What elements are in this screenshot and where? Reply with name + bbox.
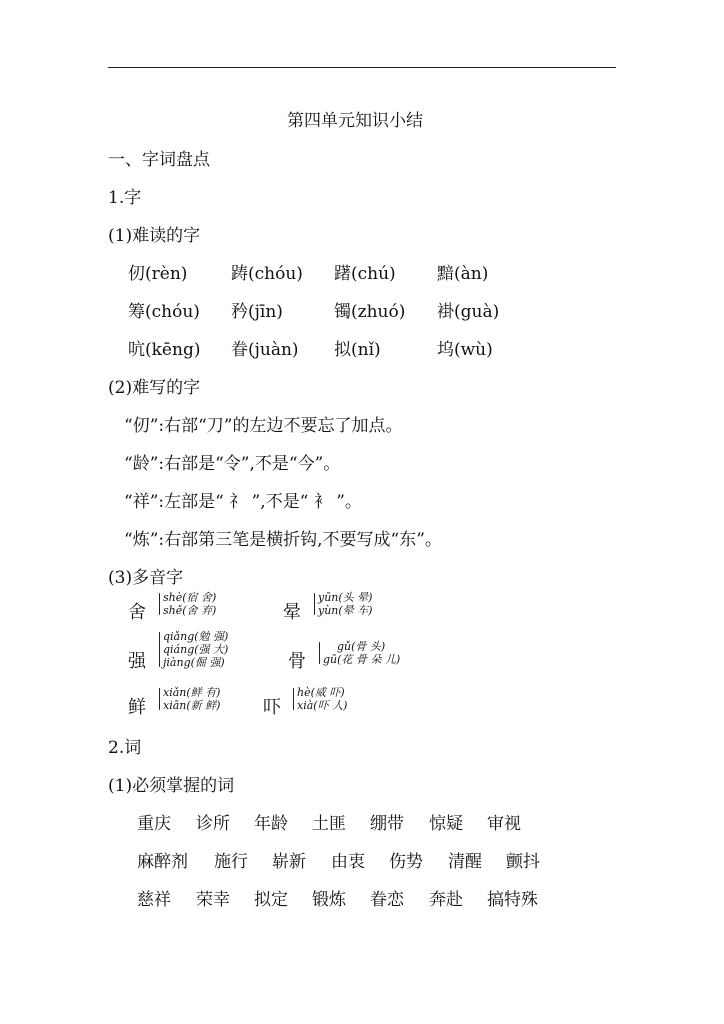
reading: xiān(新 鲜): [163, 699, 221, 712]
reading: gū(花 骨 朵 儿): [323, 653, 401, 666]
char-cell: 躇(chú): [334, 264, 396, 284]
reading: hè(威 吓): [297, 686, 345, 699]
polyphone-char: 强: [128, 651, 146, 672]
word-item: 由衷: [331, 852, 365, 872]
reading: gǔ(骨 头): [337, 640, 386, 653]
reading: jiàng(倔 强): [163, 656, 225, 669]
word-item: 崭新: [272, 852, 306, 872]
polyphone-readings: [163, 591, 216, 617]
subsection-words: 2.词: [108, 738, 142, 758]
char-cell: 褂(guà): [437, 302, 500, 322]
reading: yùn(晕 车): [318, 604, 373, 617]
char-cell: 拟(nǐ): [334, 340, 381, 360]
reading: qiǎng(勉 强): [163, 630, 229, 643]
subsection-characters: 1.字: [108, 188, 142, 208]
char-cell: 筹(chóu): [128, 302, 200, 322]
hard-write-note: “仞”:右部“刀”的左边不要忘了加点。: [124, 416, 403, 436]
polyphone-char: 吓: [263, 697, 281, 718]
word-item: 审视: [487, 814, 521, 834]
word-item: 搞特殊: [487, 890, 538, 910]
hard-write-heading: (2)难写的字: [108, 378, 201, 398]
word-item: 土匪: [312, 814, 346, 834]
reading: qiáng(强 大): [163, 643, 229, 656]
char-cell: 矜(jīn): [231, 302, 283, 322]
polyphone-char: 骨: [288, 651, 306, 672]
word-item: 年龄: [254, 814, 288, 834]
word-item: 眷恋: [370, 890, 404, 910]
word-item: 麻醉剂: [137, 852, 188, 872]
polyphone-readings: [318, 591, 372, 617]
polyphone-readings: [163, 686, 220, 712]
char-cell: 踌(chóu): [231, 264, 303, 284]
must-words-heading: (1)必须掌握的词: [108, 776, 235, 796]
polyphone-heading: (3)多音字: [108, 568, 184, 588]
char-cell: 坞(wù): [437, 340, 493, 360]
word-item: 清醒: [448, 852, 482, 872]
char-cell: 黯(àn): [437, 264, 489, 284]
word-item: 奔赴: [429, 890, 463, 910]
reading: shě(舍 弃): [163, 604, 217, 617]
hard-write-note: “炼”:右部第三笔是横折钩,不要写成“东”。: [124, 530, 442, 550]
word-item: 重庆: [137, 814, 171, 834]
reading: xiǎn(鲜 有): [163, 686, 221, 699]
polyphone-char: 舍: [128, 602, 146, 623]
char-cell: 吭(kēng): [128, 340, 201, 360]
word-item: 荣幸: [196, 890, 230, 910]
word-item: 慈祥: [137, 890, 171, 910]
word-item: 拟定: [254, 890, 288, 910]
polyphone-char: 鲜: [128, 697, 146, 718]
hard-write-note: “龄”:右部是“令”,不是“今”。: [124, 454, 341, 474]
section-heading: 一、字词盘点: [108, 150, 210, 170]
word-item: 诊所: [196, 814, 230, 834]
word-item: 施行: [214, 852, 248, 872]
char-cell: 镯(zhuó): [334, 302, 406, 322]
hard-write-note: “祥”:左部是“ 礻 ”,不是“ 衤 ”。: [124, 492, 362, 512]
polyphone-readings: [323, 640, 400, 666]
word-item: 绷带: [370, 814, 404, 834]
word-item: 伤势: [389, 852, 423, 872]
reading: xià(吓 人): [297, 699, 348, 712]
word-item: 惊疑: [429, 814, 463, 834]
polyphone-char: 晕: [283, 602, 301, 623]
polyphone-readings: [297, 686, 347, 712]
char-cell: 仞(rèn): [128, 264, 188, 284]
word-item: 锻炼: [312, 890, 346, 910]
reading: shè(宿 舍): [163, 591, 217, 604]
reading: yūn(头 晕): [318, 591, 373, 604]
page-title: 第四单元知识小结: [287, 111, 423, 131]
word-item: 颤抖: [506, 852, 540, 872]
header-rule: [108, 67, 616, 68]
char-cell: 眷(juàn): [231, 340, 299, 360]
polyphone-readings: [163, 630, 228, 669]
hard-read-heading: (1)难读的字: [108, 226, 201, 246]
